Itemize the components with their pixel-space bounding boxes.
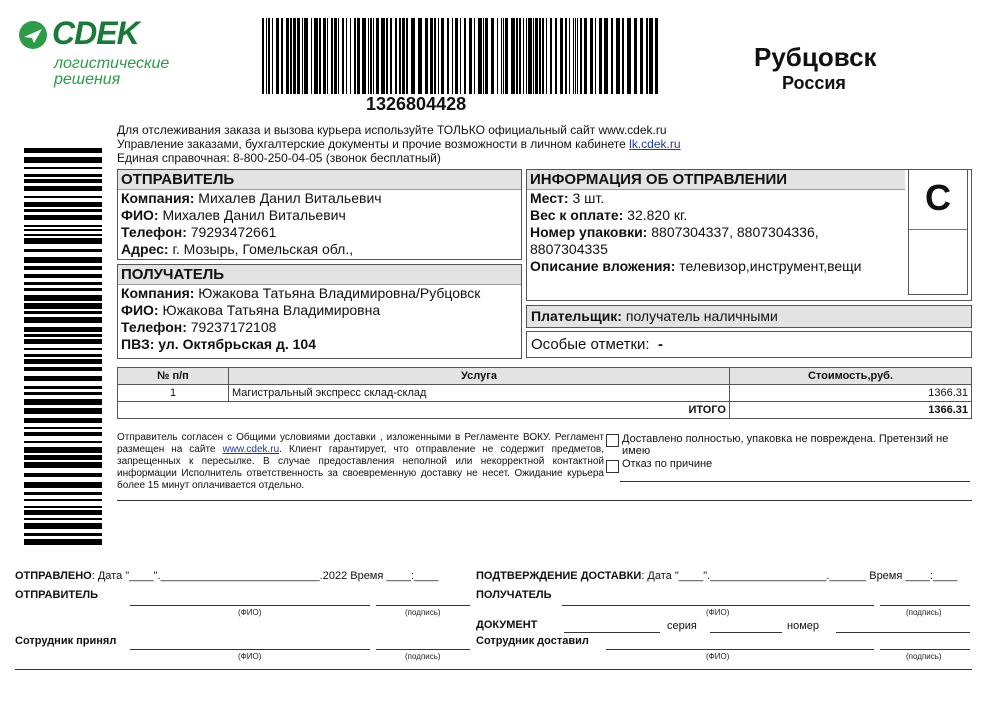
barcode-bar: [555, 18, 557, 94]
barcode-bar: [447, 18, 449, 94]
sender-fio-row: [118, 207, 521, 224]
confirm-row: [476, 570, 957, 582]
barcode-bar: [438, 18, 439, 94]
employee-delivered-sign-line[interactable]: [880, 649, 970, 650]
refused-checkbox[interactable]: [606, 460, 619, 473]
barcode-bar: [595, 18, 596, 94]
payer-label: Плательщик:: [531, 308, 622, 324]
services-header-row: [118, 368, 972, 385]
barcode-bar: [590, 18, 593, 94]
category-box: [908, 169, 968, 295]
barcode-bar: [281, 18, 283, 94]
sender-fio-caption: (ФИО): [238, 608, 262, 617]
side-barcode-bar: [24, 539, 102, 545]
document-label-text: ДОКУМЕНТ: [476, 619, 538, 631]
barcode-bar: [346, 18, 347, 94]
barcode-bar: [286, 18, 289, 94]
side-barcode-bar: [24, 482, 102, 488]
barcode-bar: [411, 18, 415, 94]
barcode-bar: [505, 18, 508, 94]
barcode-bar: [526, 18, 527, 94]
barcode-bar: [268, 18, 270, 94]
special-marks-label: Особые отметки:: [531, 336, 650, 353]
services-col-number: № п/п: [118, 368, 229, 385]
barcode-bar: [655, 18, 658, 94]
side-barcode-bar: [24, 295, 102, 301]
barcode-bar: [452, 18, 453, 94]
barcode-bar: [357, 18, 360, 94]
services-col-service: Услуга: [229, 368, 730, 385]
sender-address-row: [118, 241, 521, 258]
side-barcode: [24, 148, 102, 548]
destination-city: Рубцовск: [754, 42, 877, 72]
barcode-bar: [575, 18, 576, 94]
shipment-package-line1: 8807304337, 8807304336,: [647, 224, 819, 240]
logo-tagline-line1: логистические: [54, 55, 170, 72]
terms-text-after: . Клиент гарантирует, что отправление не содержит предметов, запрещенных к пересылке. В случае предоставления неполной или некорректной контактной информации Исполнитель ответственность за своевременную доставку не несет. Ожидание курьера более 15 минут оплачивается отдельно.: [117, 444, 605, 491]
special-marks-box: [526, 331, 972, 358]
services-table: [117, 367, 972, 419]
side-barcode-bar: [24, 229, 102, 231]
employee-delivered-fio-caption: (ФИО): [706, 652, 730, 661]
barcode-bar: [362, 18, 366, 94]
barcode-bar: [604, 18, 608, 94]
special-marks-value: -: [657, 336, 663, 353]
barcode-bar: [441, 18, 444, 94]
barcode-bar: [516, 18, 518, 94]
side-barcode-bar: [24, 447, 102, 453]
receiver-phone: 79237172108: [186, 319, 277, 335]
delivered-label: [622, 433, 972, 457]
side-barcode-bar: [24, 327, 102, 332]
barcode-bar: [584, 18, 587, 94]
barcode-bar: [319, 18, 321, 94]
sent-row: [15, 570, 438, 582]
service-row-number: 1: [118, 385, 229, 402]
side-barcode-bar: [24, 225, 102, 227]
side-barcode-bar: [24, 518, 102, 520]
sender-phone: 79293472661: [186, 224, 277, 240]
employee-received-text: Сотрудник принял: [15, 635, 117, 647]
barcode-bar: [485, 18, 488, 94]
shipment-places: 3 шт.: [568, 190, 605, 206]
logo-wordmark: CDEK: [52, 15, 139, 51]
side-barcode-bar: [24, 238, 102, 244]
barcode-bar: [334, 18, 337, 94]
logo-tagline-line2: решения: [54, 71, 121, 88]
barcode-bar: [402, 18, 405, 94]
sender-address-label: Адрес:: [121, 241, 169, 257]
info-line-cabinet-text: Управление заказами, бухгалтерские документы и прочие возможности в личном кабинете: [117, 137, 630, 151]
barcode-bar: [350, 18, 351, 94]
sender-fio: Михалев Данил Витальевич: [158, 207, 346, 223]
destination-country: Россия: [782, 73, 846, 93]
barcode-bar: [395, 18, 397, 94]
employee-delivered-label: [476, 635, 589, 647]
sender-address: г. Мозырь, Гомельская обл.,: [168, 241, 354, 257]
barcode-bar: [381, 18, 385, 94]
receiver-signature-label-text: ПОЛУЧАТЕЛЬ: [476, 589, 552, 601]
barcode-bar: [272, 18, 273, 94]
info-line-cabinet: [117, 137, 717, 151]
barcode-bar: [434, 18, 436, 94]
delivered-label-line2: имею: [622, 445, 651, 457]
barcode-bar: [519, 18, 521, 94]
barcode-bar: [455, 18, 458, 94]
side-barcode-bar: [24, 148, 102, 153]
tracking-barcode: [262, 18, 660, 94]
side-barcode-bar: [24, 334, 102, 337]
barcode-bar: [469, 18, 472, 94]
barcode-bar: [276, 18, 279, 94]
barcode-bar: [580, 18, 582, 94]
receiver-phone-row: [118, 319, 521, 336]
barcode-bar: [640, 18, 643, 94]
series-line[interactable]: [710, 632, 782, 633]
barcode-bar: [386, 18, 388, 94]
side-barcode-bar: [24, 303, 102, 309]
receiver-fio-label: ФИО:: [121, 302, 159, 318]
receiver-fio-caption: (ФИО): [706, 608, 730, 617]
confirm-label: ПОДТВЕРЖДЕНИЕ ДОСТАВКИ: [476, 570, 642, 582]
confirm-date-time: : Дата "____".___________________.______ Время ____:____: [641, 570, 958, 582]
barcode-bar: [368, 18, 369, 94]
shipment-package-row2: [527, 241, 971, 258]
barcode-bar: [634, 18, 637, 94]
side-barcode-bar: [24, 317, 102, 323]
service-row-cost: 1366.31: [730, 385, 972, 402]
barcode-bar: [338, 18, 339, 94]
sender-signature-label: [15, 589, 98, 601]
side-barcode-bar: [24, 257, 102, 263]
barcode-bar: [599, 18, 602, 94]
table-row: [118, 385, 972, 402]
delivered-checkbox[interactable]: [606, 434, 619, 447]
barcode-bar: [497, 18, 498, 94]
side-barcode-bar: [24, 234, 102, 236]
barcode-bar: [542, 18, 544, 94]
number-label: номер: [787, 620, 819, 632]
barcode-bar: [290, 18, 292, 94]
barcode-bar: [474, 18, 475, 94]
barcode-bar: [302, 18, 303, 94]
shipment-contents: телевизор,инструмент,вещи: [675, 258, 862, 274]
employee-received-fio-line[interactable]: [130, 649, 370, 650]
barcode-bar: [342, 18, 344, 94]
employee-received-sign-caption: (подпись): [405, 652, 441, 661]
side-barcode-bar: [24, 311, 102, 314]
barcode-bar: [539, 18, 541, 94]
side-barcode-bar: [24, 359, 102, 364]
side-barcode-bar: [24, 473, 102, 477]
receiver-phone-label: Телефон:: [121, 319, 187, 335]
receiver-header: ПОЛУЧАТЕЛЬ: [118, 265, 521, 285]
barcode-bar: [311, 18, 312, 94]
side-barcode-bar: [24, 510, 102, 515]
services-total-row: [118, 402, 972, 419]
barcode-bar: [649, 18, 653, 94]
side-barcode-bar: [24, 523, 102, 529]
shipment-package-line2: 8807304335: [530, 241, 608, 257]
barcode-bar: [262, 18, 264, 94]
series-label: серия: [667, 620, 697, 632]
side-barcode-bar: [24, 266, 102, 270]
employee-received-fio-caption: (ФИО): [238, 652, 262, 661]
barcode-bar: [297, 18, 300, 94]
side-barcode-bar: [24, 376, 102, 381]
cdek-logo-icon: [18, 20, 48, 50]
sender-sign-caption: (подпись): [405, 608, 441, 617]
barcode-bar: [399, 18, 401, 94]
side-barcode-bar: [24, 492, 102, 495]
receiver-signature-label: [476, 589, 552, 601]
shipment-header: ИНФОРМАЦИЯ ОБ ОТПРАВЛЕНИИ: [527, 170, 905, 190]
refusal-reason-line[interactable]: [620, 481, 970, 482]
employee-delivered-fio-line[interactable]: [606, 649, 874, 650]
receiver-sign-line[interactable]: [880, 605, 970, 606]
side-barcode-bar: [24, 249, 102, 252]
services-total-label: ИТОГО: [118, 402, 730, 419]
barcode-bar: [314, 18, 318, 94]
side-barcode-bar: [24, 209, 102, 212]
barcode-bar: [293, 18, 296, 94]
side-barcode-bar: [24, 499, 102, 501]
barcode-bar: [373, 18, 374, 94]
barcode-bar: [616, 18, 620, 94]
sent-date-time: : Дата "____".__________________________.2022 Время ____:____: [91, 570, 439, 582]
barcode-bar: [611, 18, 613, 94]
barcode-bar: [491, 18, 494, 94]
side-barcode-bar: [24, 202, 102, 207]
services-total-value: 1366.31: [730, 402, 972, 419]
receiver-fio: Южакова Татьяна Владимировна: [158, 302, 381, 318]
side-barcode-bar: [24, 186, 102, 191]
shipment-package-row: [527, 224, 971, 241]
barcode-bar: [627, 18, 631, 94]
sender-sign-line[interactable]: [376, 605, 470, 606]
barcode-bar: [430, 18, 433, 94]
barcode-bar: [546, 18, 547, 94]
category-letter: C: [909, 170, 967, 230]
sender-phone-label: Телефон:: [121, 224, 187, 240]
receiver-company-row: [118, 285, 521, 302]
barcode-bar: [503, 18, 504, 94]
barcode-bar: [376, 18, 379, 94]
sent-label: ОТПРАВЛЕНО: [15, 570, 92, 582]
shipment-contents-row: [527, 258, 971, 275]
barcode-bar: [523, 18, 524, 94]
barcode-bar: [573, 18, 574, 94]
barcode-bar: [304, 18, 308, 94]
shipment-places-row: [527, 190, 971, 207]
barcode-bar: [528, 18, 532, 94]
side-barcode-bar: [24, 367, 102, 371]
receiver-company: Южакова Татьяна Владимировна/Рубцовск: [194, 285, 481, 301]
barcode-bar: [569, 18, 570, 94]
employee-delivered-sign-caption: (подпись): [906, 652, 942, 661]
delivered-label-line1: Доставлено полностью, упаковка не повреждена. Претензий не: [622, 433, 949, 445]
payer-box: [526, 305, 972, 328]
side-barcode-bar: [24, 455, 102, 460]
barcode-bar: [425, 18, 428, 94]
document-label: [476, 619, 537, 631]
receiver-company-label: Компания:: [121, 285, 195, 301]
side-barcode-bar: [24, 215, 102, 220]
sender-phone-row: [118, 224, 521, 241]
side-barcode-bar: [24, 339, 102, 344]
side-barcode-bar: [24, 441, 102, 443]
barcode-bar: [370, 18, 372, 94]
side-barcode-bar: [24, 167, 102, 169]
barcode-bar: [327, 18, 328, 94]
side-barcode-bar: [24, 399, 102, 405]
employee-received-sign-line[interactable]: [376, 649, 470, 650]
side-barcode-bar: [24, 348, 102, 350]
side-barcode-bar: [24, 462, 102, 468]
shipment-weight: 32.820 кг.: [623, 207, 688, 223]
barcode-bar: [323, 18, 326, 94]
side-barcode-bar: [24, 274, 102, 278]
side-barcode-bar: [24, 533, 102, 536]
info-block: [117, 123, 717, 165]
sender-company: Михалев Данил Витальевич: [194, 190, 382, 206]
destination: [740, 42, 989, 94]
sender-fio-label: ФИО:: [121, 207, 159, 223]
barcode-bar: [418, 18, 422, 94]
info-line-site: Для отслеживания заказа и вызова курьера используйте ТОЛЬКО официальный сайт www.cdek.ru: [117, 123, 667, 137]
receiver-pvz-row: [118, 336, 521, 353]
side-barcode-bar: [24, 282, 102, 285]
service-row-name: Магистральный экспресс склад-склад: [229, 385, 730, 402]
side-barcode-bar: [24, 418, 102, 423]
sender-signature-label-text: ОТПРАВИТЕЛЬ: [15, 589, 99, 601]
tracking-number: 1326804428: [366, 94, 467, 114]
barcode-bar: [354, 18, 356, 94]
side-barcode-bar: [24, 288, 102, 291]
employee-delivered-text: Сотрудник доставил: [476, 635, 589, 647]
logo-tagline: [54, 56, 204, 88]
barcode-bar: [577, 18, 578, 94]
barcode-bar: [483, 18, 484, 94]
barcode-bar: [560, 18, 563, 94]
barcode-bar: [550, 18, 552, 94]
shipment-contents-label: Описание вложения:: [530, 258, 676, 274]
sender-fio-line[interactable]: [130, 605, 370, 606]
sender-box: [117, 169, 522, 260]
sender-company-label: Компания:: [121, 190, 195, 206]
shipment-package-label: Номер упаковки:: [530, 224, 648, 240]
payer-value: получатель наличными: [621, 308, 778, 324]
shipment-weight-row: [527, 207, 971, 224]
terms-site-link[interactable]: www.cdek.ru: [222, 444, 280, 455]
barcode-bar: [646, 18, 648, 94]
barcode-bar: [331, 18, 333, 94]
barcode-bar: [622, 18, 624, 94]
side-barcode-bar: [24, 408, 102, 414]
side-barcode-bar: [24, 392, 102, 395]
side-barcode-bar: [24, 157, 102, 163]
refused-label: Отказ по причине: [622, 458, 713, 470]
barcode-bar: [511, 18, 515, 94]
side-barcode-bar: [24, 354, 102, 357]
barcode-bar: [460, 18, 461, 94]
receiver-fio-row: [118, 302, 521, 319]
side-barcode-bar: [24, 174, 102, 177]
sender-header: ОТПРАВИТЕЛЬ: [118, 170, 521, 190]
section-divider: [117, 500, 972, 501]
barcode-bar: [535, 18, 538, 94]
receiver-fio-line[interactable]: [562, 605, 874, 606]
barcode-bar: [565, 18, 567, 94]
shipment-box: [526, 169, 972, 301]
document-type-line[interactable]: [564, 632, 660, 633]
receiver-box: [117, 264, 522, 359]
side-barcode-bar: [24, 386, 102, 389]
terms-text-before: Отправитель согласен с Общими условиями доставки , изложенными в Регламенте ВОКУ. Регламент размещен на сайте: [117, 432, 604, 455]
side-barcode-bar: [24, 432, 102, 436]
shipment-weight-label: Вес к оплате:: [530, 207, 624, 223]
side-barcode-bar: [24, 427, 102, 429]
services-col-cost: Стоимость,руб.: [730, 368, 972, 385]
barcode-bar: [266, 18, 267, 94]
barcode-bar: [501, 18, 502, 94]
shipment-places-label: Мест:: [530, 190, 569, 206]
side-barcode-bar: [24, 196, 102, 198]
side-barcode-bar: [24, 179, 102, 183]
barcode-bar: [533, 18, 534, 94]
employee-received-label: [15, 635, 116, 647]
barcode-bar: [406, 18, 408, 94]
sender-company-row: [118, 190, 521, 207]
receiver-pvz: ПВЗ: ул. Октябрьская д. 104: [121, 336, 316, 352]
side-barcode-bar: [24, 506, 102, 508]
bottom-divider: [15, 669, 972, 670]
info-line-hotline: Единая справочная: 8-800-250-04-05 (звонок бесплатный): [117, 151, 441, 165]
barcode-bar: [478, 18, 482, 94]
barcode-bar: [390, 18, 392, 94]
number-line[interactable]: [836, 632, 970, 633]
receiver-sign-caption: (подпись): [906, 608, 942, 617]
terms-text: [117, 432, 604, 492]
cabinet-link[interactable]: lk.cdek.ru: [629, 137, 681, 151]
barcode-bar: [464, 18, 466, 94]
